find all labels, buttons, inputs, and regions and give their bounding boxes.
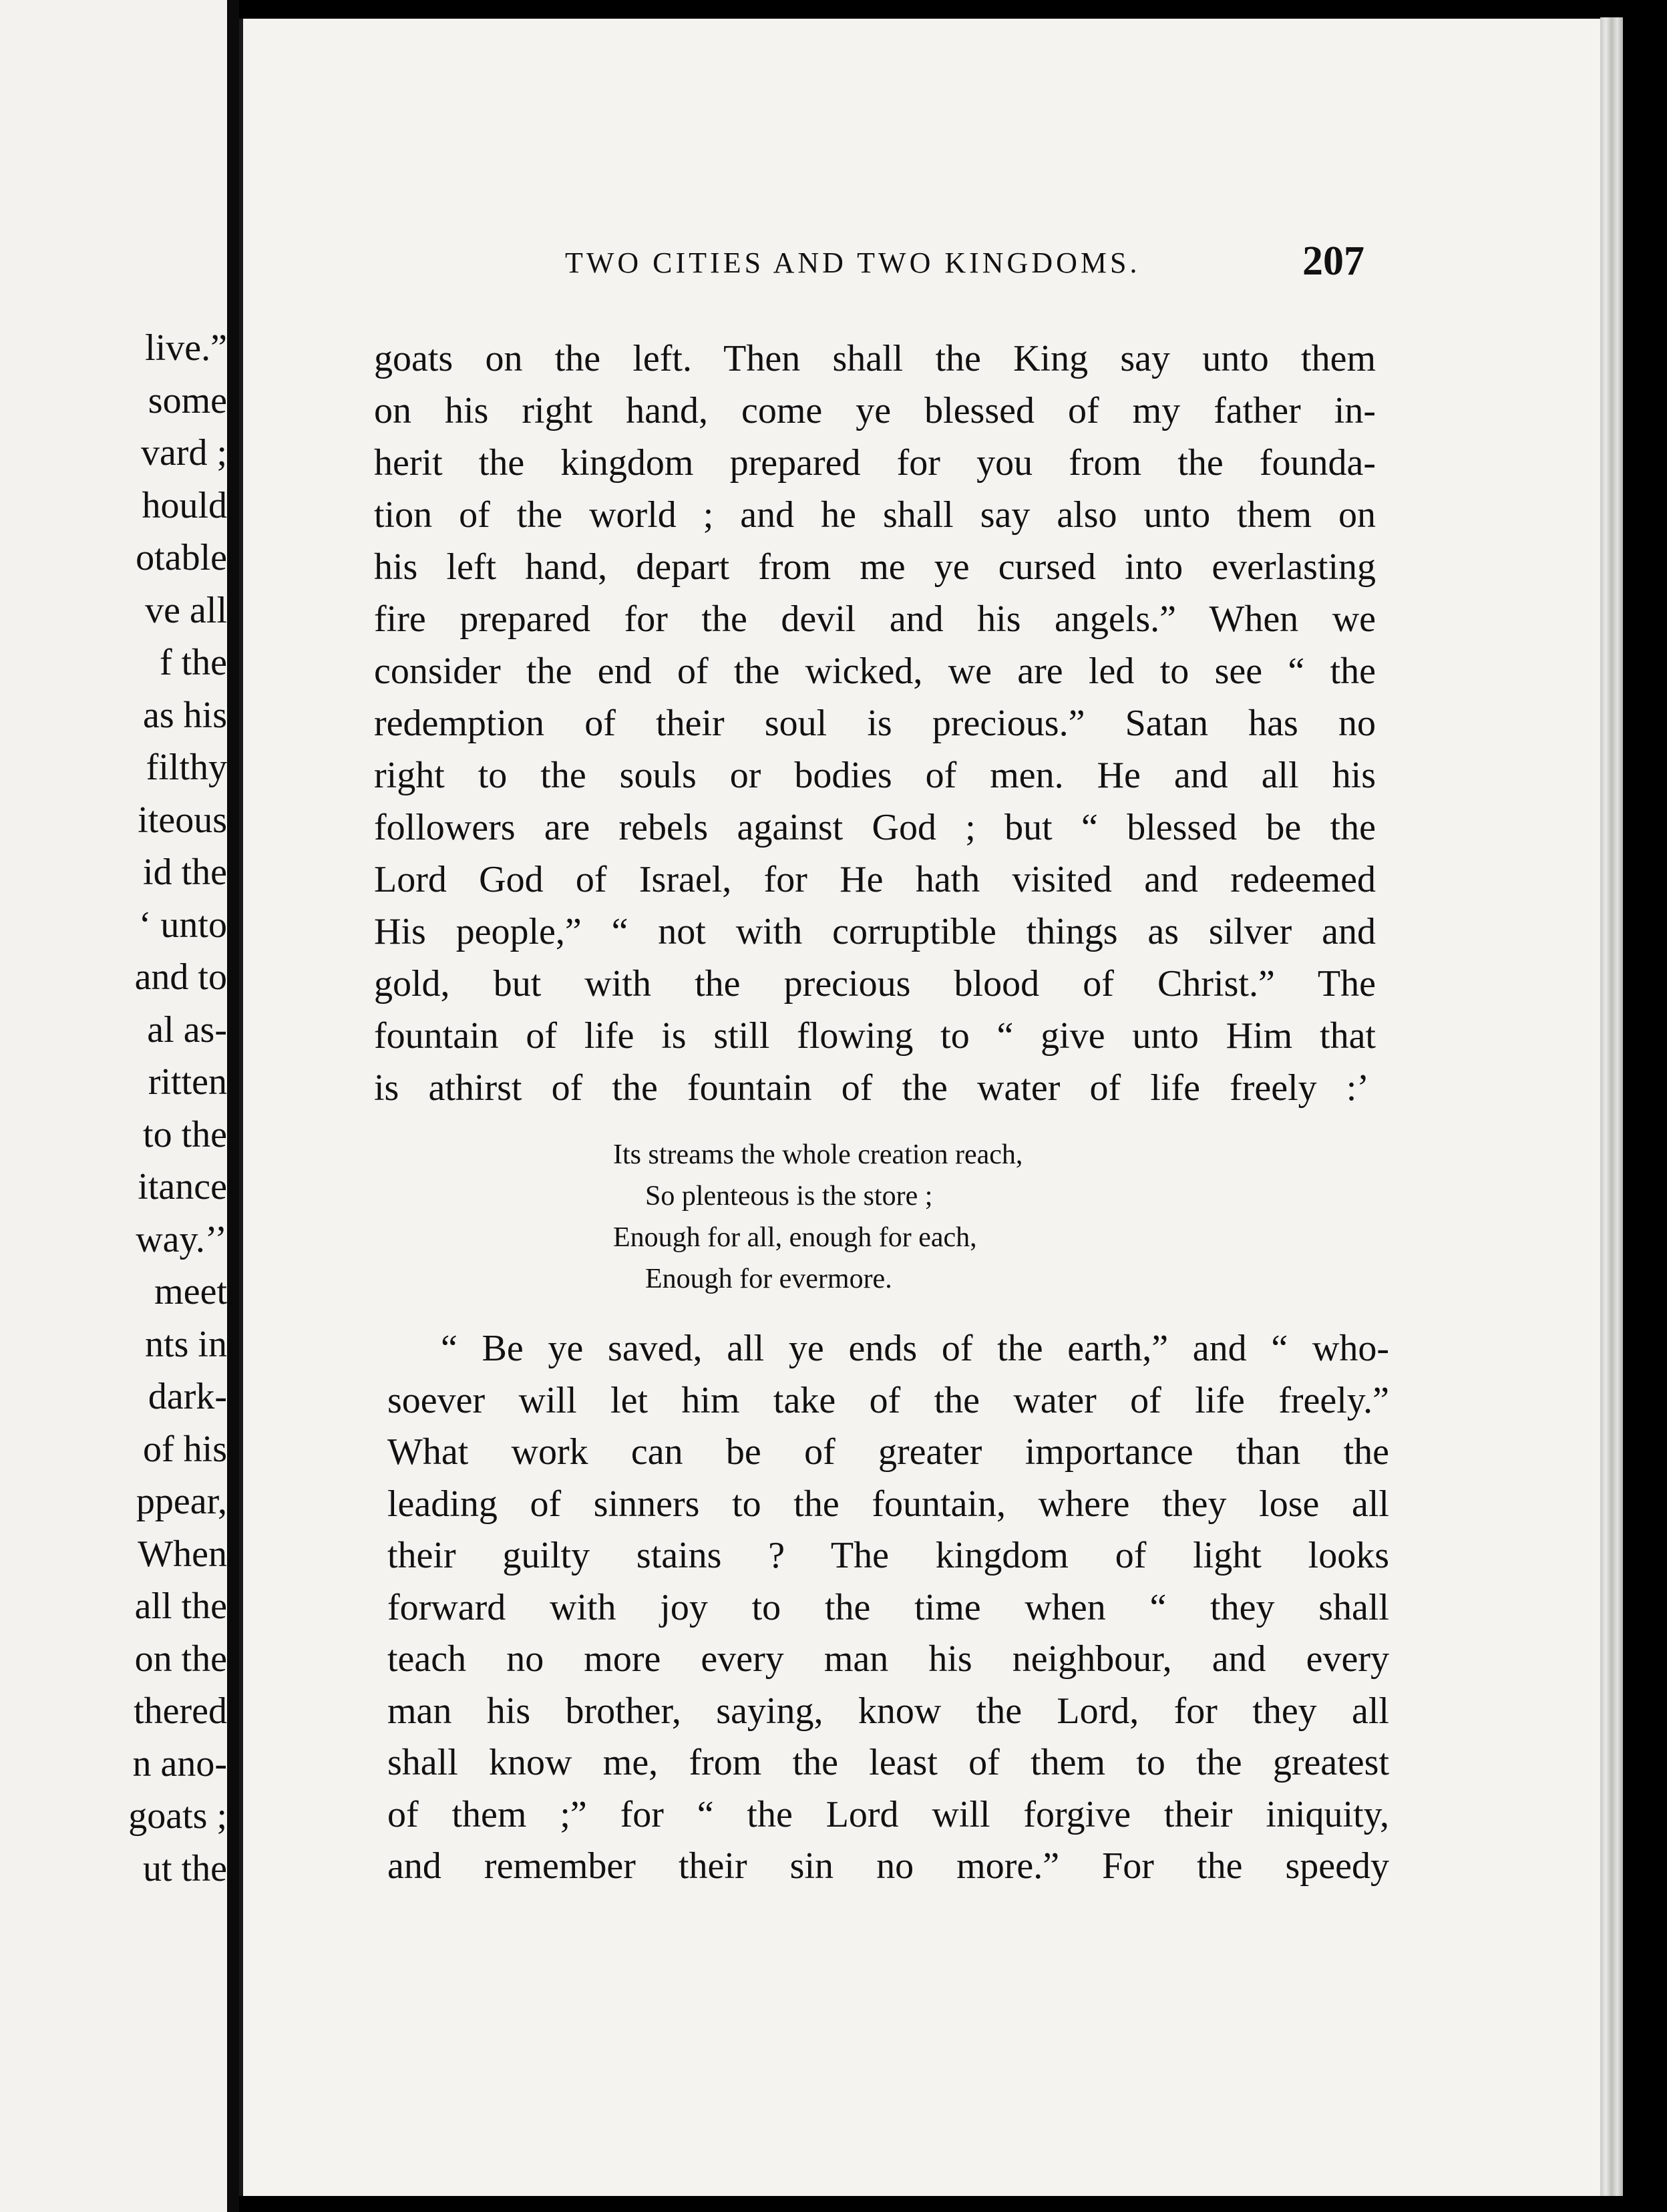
left-page-line: some (148, 379, 227, 421)
verse-line: So plenteous is the store ; (645, 1181, 933, 1212)
left-page-line: of his (143, 1428, 227, 1470)
left-page-line: meet (154, 1271, 227, 1312)
left-page-line: on the (134, 1638, 227, 1680)
left-page-line: dark- (148, 1376, 227, 1417)
body-text-line: redemption of their soul is precious.” Satan has no (374, 703, 1376, 744)
left-page-line: filthy (146, 747, 227, 788)
body-text-line: tion of the world ; and he shall say also unto them on (374, 494, 1376, 536)
left-page-line: ppear, (136, 1481, 227, 1522)
body-text-line: forward with joy to the time when “ they shall (387, 1586, 1389, 1628)
body-text-line: of them ;” for “ the Lord will forgive their iniquity, (387, 1793, 1389, 1835)
running-title: TWO CITIES AND TWO KINGDOMS. (565, 246, 1141, 279)
body-text-line: and remember their sin no more.” For the speedy (387, 1845, 1389, 1887)
left-page-line: ritten (148, 1061, 227, 1103)
left-page-line: iteous (138, 799, 227, 841)
verse-line: Enough for all, enough for each, (613, 1222, 977, 1253)
left-page-line: all the (134, 1586, 227, 1627)
left-page-line: thered (134, 1690, 227, 1732)
page-edges (1600, 17, 1623, 2196)
body-text-line: His people,” “ not with corruptible things as silver and (374, 911, 1376, 952)
verse-line: Enough for evermore. (645, 1264, 892, 1294)
body-text-line: goats on the left. Then shall the King say unto them (374, 338, 1376, 379)
body-text-line: fountain of life is still flowing to “ give unto Him that (374, 1015, 1376, 1057)
left-page-line: and to (134, 956, 227, 998)
body-text-line: right to the souls or bodies of men. He and all his (374, 755, 1376, 796)
left-page-line: nts in (145, 1323, 227, 1365)
body-text-line: fire prepared for the devil and his angels.” When we (374, 598, 1376, 640)
body-text-line: herit the kingdom prepared for you from the founda- (374, 442, 1376, 484)
body-text-line: leading of sinners to the fountain, where they lose all (387, 1483, 1389, 1525)
body-text-line: on his right hand, come ye blessed of my father in- (374, 390, 1376, 431)
body-text-line: his left hand, depart from me ye cursed into everlasting (374, 546, 1376, 588)
body-text-line: teach no more every man his neighbour, and every (387, 1638, 1389, 1680)
scan-background (1623, 0, 1667, 2212)
left-page-line: itance (138, 1166, 227, 1208)
body-text-line: shall know me, from the least of them to the greatest (387, 1742, 1389, 1783)
left-page-line: f the (159, 642, 227, 683)
body-text-line: soever will let him take of the water of life freely.” (387, 1379, 1389, 1421)
left-page-line: ut the (143, 1847, 227, 1889)
left-page-line: When (138, 1533, 227, 1575)
body-text-line: Lord God of Israel, for He hath visited and redeemed (374, 859, 1376, 900)
body-text-line: man his brother, saying, know the Lord, for they all (387, 1690, 1389, 1732)
left-page-line: al as- (147, 1008, 227, 1051)
body-text-line: consider the end of the wicked, we are led to see “ the (374, 651, 1376, 692)
verse-line: Its streams the whole creation reach, (613, 1139, 1023, 1170)
left-page-line: otable (136, 537, 227, 578)
left-page-line: live.” (145, 327, 227, 369)
left-page-line: ‘ unto (138, 904, 227, 946)
page-number: 207 (1302, 238, 1364, 284)
left-page-line: ve all (145, 589, 227, 631)
body-text-line: is athirst of the fountain of the water of life freely :’ (374, 1067, 1369, 1109)
body-text-line: followers are rebels against God ; but “ blessed be the (374, 807, 1376, 848)
body-text-line: “ Be ye saved, all ye ends of the earth,” and “ who- (441, 1328, 1389, 1369)
left-page-line: goats ; (128, 1795, 227, 1837)
left-page-line: to the (143, 1113, 227, 1155)
body-text-line: gold, but with the precious blood of Christ.” The (374, 963, 1376, 1004)
left-page-line: hould (142, 484, 227, 526)
left-page-line: id the (143, 852, 227, 893)
body-text-line: What work can be of greater importance than the (387, 1431, 1389, 1473)
left-facing-page (0, 0, 227, 2212)
body-text-line: their guilty stains ? The kingdom of light looks (387, 1535, 1389, 1576)
book-gutter (227, 0, 239, 2212)
left-page-line: as his (143, 694, 227, 736)
left-page-line: n ano- (132, 1742, 227, 1785)
left-page-line: way.’’ (136, 1218, 227, 1260)
left-page-line: vard ; (140, 432, 227, 474)
